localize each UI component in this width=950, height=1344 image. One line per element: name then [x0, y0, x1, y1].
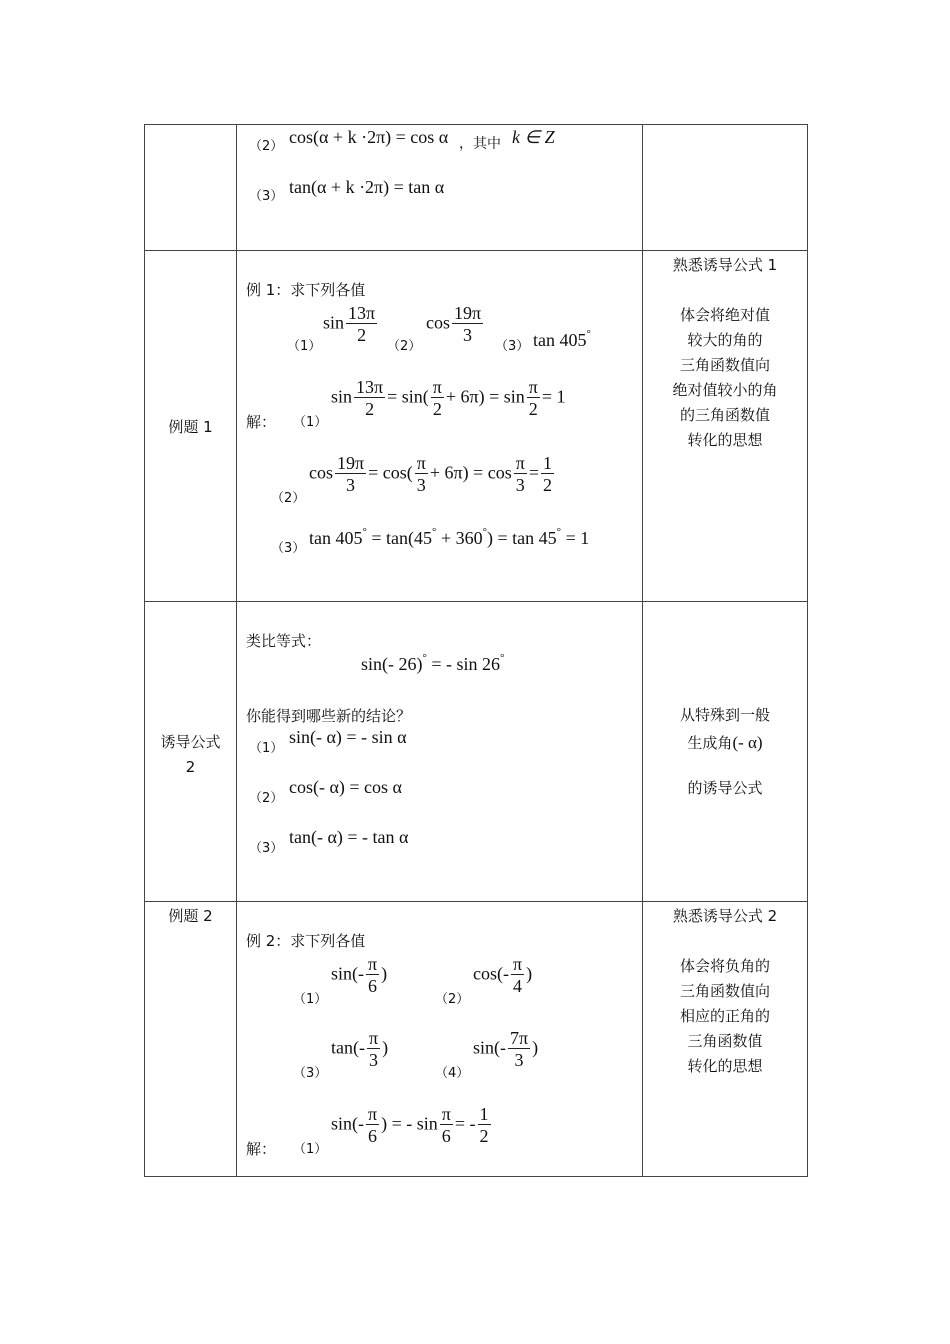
question-expression: tan 405° — [533, 328, 591, 350]
table-row-example-1 — [145, 251, 808, 602]
lesson-table — [144, 124, 808, 1177]
row3-label-cell — [145, 902, 237, 1177]
example-intro: 例 1：求下列各值 — [246, 281, 366, 299]
table-row-formula-2 — [145, 602, 808, 902]
solution-expression: sin $\frac{13\pi}{2}$ = sin( $\frac{\pi}{2}$ + 6π) = sin $\frac{\pi}{2}$ = 1 — [331, 377, 566, 419]
solution-expression: cos $\frac{19\pi}{3}$ = cos( $\frac{\pi}{3}$ + 6π) = cos $\frac{\pi}{3}$ = $\frac{1}{2}$ — [309, 453, 552, 495]
formula-index: （3） — [249, 189, 284, 204]
question-index: （1） — [287, 339, 322, 354]
teaching-note: 熟悉诱导公式 1 体会将绝对值 较大的角的 三角函数值向 绝对值较小的角 的三角函数值 转化的思想 — [672, 256, 778, 449]
row2-content-cell — [237, 602, 643, 902]
result-expression: tan(- α) = - tan α — [289, 827, 409, 847]
row0-label-cell — [145, 125, 237, 251]
row0-note-cell — [643, 125, 808, 251]
question-expression: cos $\frac{19\pi}{3}$ — [426, 303, 482, 345]
solution-label: 解： — [246, 1140, 277, 1158]
teaching-note: 熟悉诱导公式 2 体会将负角的 三角函数值向 相应的正角的 三角函数值 转化的思想 — [672, 907, 778, 1075]
formula-condition-set: k ∈ Z — [512, 127, 555, 147]
question-expression: sin(- $\frac{\pi}{6}$ ) — [331, 954, 388, 996]
table-row-example-2 — [145, 902, 808, 1177]
question-index: （2） — [435, 992, 470, 1007]
question-index: （3） — [495, 339, 530, 354]
row1-note-cell — [643, 251, 808, 602]
row2-label-cell — [145, 602, 237, 902]
solution-index: （3） — [271, 541, 306, 556]
row3-note-cell — [643, 902, 808, 1177]
question-expression: tan(- $\frac{\pi}{3}$ ) — [331, 1028, 389, 1070]
solution-expression: sin(- $\frac{\pi}{6}$ ) = - sin $\frac{\pi}{6}$ = - $\frac{1}{2}$ — [331, 1104, 489, 1146]
question-expression: sin $\frac{13\pi}{2}$ — [323, 303, 376, 345]
analogy-expression: sin(- 26)° = - sin 26° — [361, 652, 505, 674]
row2-note-cell — [643, 602, 808, 902]
row-label: 诱导公式 2 — [160, 733, 221, 776]
result-index: （3） — [249, 841, 284, 856]
result-index: （2） — [249, 791, 284, 806]
formula-expression: cos(α + k ·2π) = cos α — [289, 127, 449, 147]
result-expression: sin(- α) = - sin α — [289, 727, 407, 747]
row3-content-cell — [237, 902, 643, 1177]
formula-index: （2） — [249, 139, 284, 154]
example-intro: 例 2：求下列各值 — [246, 932, 366, 950]
question-text: 你能得到哪些新的结论？ — [246, 707, 412, 725]
row1-label-cell — [145, 251, 237, 602]
question-index: （3） — [293, 1066, 328, 1081]
question-index: （1） — [293, 992, 328, 1007]
question-index: （2） — [387, 339, 422, 354]
analogy-label: 类比等式： — [246, 632, 322, 650]
solution-index: （1） — [293, 415, 328, 430]
result-index: （1） — [249, 741, 284, 756]
question-expression: cos(- $\frac{\pi}{4}$ ) — [473, 954, 533, 996]
solution-expression: tan 405° = tan(45° + 360°) = tan 45° = 1 — [309, 526, 590, 548]
row1-content-cell — [237, 251, 643, 602]
teaching-note: 从特殊到一般 生成角(- α) 的诱导公式 — [679, 706, 770, 797]
result-expression: cos(- α) = cos α — [289, 777, 402, 797]
formula-expression: tan(α + k ·2π) = tan α — [289, 177, 445, 197]
solution-index: （2） — [271, 491, 306, 506]
table-row-formula-1-cont — [145, 125, 808, 251]
row-label: 例题 1 — [168, 418, 213, 436]
formula-condition-text: ，其中 — [459, 136, 501, 152]
row-label: 例题 2 — [168, 907, 213, 925]
question-index: （4） — [435, 1066, 470, 1081]
solution-index: （1） — [293, 1142, 328, 1157]
question-expression: sin(- $\frac{7\pi}{3}$ ) — [473, 1028, 539, 1070]
solution-label: 解： — [246, 413, 277, 431]
row0-content-cell — [237, 125, 643, 251]
